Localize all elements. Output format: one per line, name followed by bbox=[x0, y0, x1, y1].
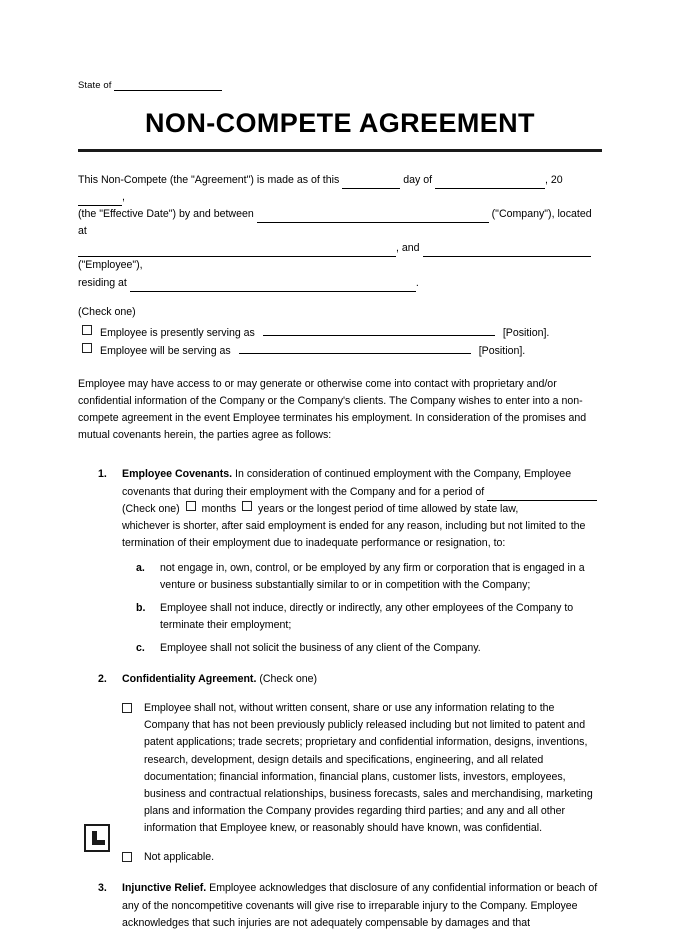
clause-1-check-label: (Check one) bbox=[122, 502, 180, 515]
intro-line1b: day of bbox=[403, 173, 433, 186]
intro-line1a: This Non-Compete (the "Agreement") is made as of this bbox=[78, 173, 340, 186]
document-body bbox=[78, 80, 602, 946]
intro-line1c: , 20 bbox=[545, 173, 563, 186]
intro-paragraph bbox=[78, 172, 602, 292]
clause-1-months: months bbox=[201, 502, 237, 515]
sub-b-text: Employee shall not induce, directly or indirectly, any other employees of the Company to terminate their employment; bbox=[160, 602, 574, 631]
clause-2-option-0-text: Employee shall not, without written consent, share or use any information relating to the Company that has not been previously publicly released including but not limited to patent and patent applications; trade secrets; proprietary and confidential information, designs, inventions, research, development, design details and specifications, engineering, and all related documentation; financial information, financial plans, customer lists, investors, employees, business and contractual relationships, business forecasts, sales and merchandising, marketing plans and information the Company provides regarding third parties; and any and all other information that Employee knew, or reasonably should have known, was confidential. bbox=[144, 702, 593, 835]
intro-line1d: , bbox=[122, 190, 125, 203]
check-option-0-text: Employee is presently serving as bbox=[100, 326, 255, 339]
clause-2-number: 2. bbox=[98, 672, 107, 685]
clause-3-number: 3. bbox=[98, 882, 107, 895]
clause-3-text: Employee acknowledges that disclosure of any confidential information or beach of any of the noncompetitive covenants will give rise to irreparable injury to the Company. Employee acknowledges that such injuries are not adequately compensable by damages and that bbox=[122, 882, 598, 929]
check-option-will-be-serving[interactable] bbox=[82, 342, 602, 360]
intro-line4b: . bbox=[415, 276, 419, 289]
intro-day-blank[interactable] bbox=[342, 178, 400, 189]
clause-employee-covenants bbox=[78, 466, 602, 656]
clause-3-title: Injunctive Relief. bbox=[122, 882, 207, 895]
clause-2-checkbox-2[interactable] bbox=[122, 849, 602, 866]
clause-2-option-1-text: Not applicable. bbox=[144, 851, 215, 864]
clause-1-years: years or the longest period of time allowed by state law, bbox=[258, 502, 519, 515]
intro-month-blank[interactable] bbox=[435, 178, 545, 189]
intro-line2a: (the "Effective Date") by and between bbox=[78, 208, 254, 220]
checkbox-icon[interactable] bbox=[122, 703, 132, 713]
state-of-line bbox=[78, 80, 602, 91]
title-divider bbox=[78, 149, 602, 152]
clause-list bbox=[78, 466, 602, 932]
clause-1-subitems bbox=[122, 560, 602, 657]
checkbox-icon[interactable] bbox=[242, 501, 252, 511]
clause-2-check-label: (Check one) bbox=[259, 672, 318, 685]
check-option-1-text: Employee will be serving as bbox=[100, 344, 231, 357]
intro-year-blank[interactable] bbox=[78, 195, 122, 206]
check-option-presently-serving[interactable] bbox=[82, 324, 602, 342]
checkbox-icon[interactable] bbox=[122, 852, 132, 862]
preamble-paragraph: Employee may have access to or may generate or otherwise come into contact with proprietary and/or confidential information of the Company or the Company's clients. The Company wishes to enter into a non-compete agreement in the event Employee terminates his employment. In consideration of the promises and mutual covenants herein, the parties agree as follows: bbox=[78, 377, 587, 442]
check-option-0-after: [Position]. bbox=[502, 326, 550, 339]
clause-1-period-blank[interactable] bbox=[487, 490, 597, 501]
clause-2-checkbox-1[interactable] bbox=[122, 700, 602, 837]
check-one-label: (Check one) bbox=[78, 305, 136, 318]
sub-a-text: not engage in, own, control, or be employed by any firm or corporation that is engaged in a venture or business substantially similar to or in competition with the Company; bbox=[160, 562, 585, 592]
intro-employee-blank[interactable] bbox=[423, 246, 591, 257]
clause-1-sub-c bbox=[122, 640, 602, 657]
clause-1-title: Employee Covenants. bbox=[122, 468, 233, 481]
check-option-0-blank[interactable] bbox=[263, 325, 495, 336]
intro-line4a: residing at bbox=[78, 276, 127, 289]
clause-confidentiality-agreement bbox=[78, 671, 602, 867]
sub-c-text: Employee shall not solicit the business of any client of the Company. bbox=[160, 641, 481, 654]
clause-injunctive-relief bbox=[78, 880, 602, 931]
intro-address-blank[interactable] bbox=[78, 246, 396, 257]
checkbox-icon[interactable] bbox=[82, 325, 92, 335]
clause-2-title: Confidentiality Agreement. bbox=[122, 672, 257, 685]
clause-1-sub-a bbox=[122, 560, 602, 594]
intro-line3b: , and bbox=[396, 242, 420, 255]
checkbox-icon[interactable] bbox=[186, 501, 196, 511]
sub-a-letter: a. bbox=[136, 562, 145, 575]
legal-templates-logo-icon bbox=[84, 824, 110, 852]
state-of-blank[interactable] bbox=[114, 80, 222, 91]
sub-c-letter: c. bbox=[136, 641, 145, 654]
state-of-label: State of bbox=[78, 80, 112, 91]
intro-company-blank[interactable] bbox=[257, 212, 489, 223]
sub-b-letter: b. bbox=[136, 602, 146, 615]
intro-residing-blank[interactable] bbox=[130, 281, 416, 292]
clause-1-text-1: In consideration of continued employment with the Company, Employee covenants that during their employment with the Company and for a period of bbox=[122, 468, 572, 498]
clause-1-sub-b bbox=[122, 600, 602, 634]
check-option-1-blank[interactable] bbox=[239, 343, 471, 354]
check-option-1-after: [Position]. bbox=[478, 344, 526, 357]
logo-foot bbox=[92, 840, 105, 845]
page-title: NON-COMPETE AGREEMENT bbox=[145, 108, 535, 138]
checkbox-icon[interactable] bbox=[82, 343, 92, 353]
intro-line3c: ("Employee"), bbox=[78, 259, 143, 272]
clause-1-number: 1. bbox=[98, 468, 107, 481]
clause-1-text-3: whichever is shorter, after said employment is ended for any reason, including but not limited to the termination of their employment due to inadequate performance or resignation, to: bbox=[122, 519, 586, 550]
intro-line2b: ("Company"), located at bbox=[78, 208, 592, 238]
